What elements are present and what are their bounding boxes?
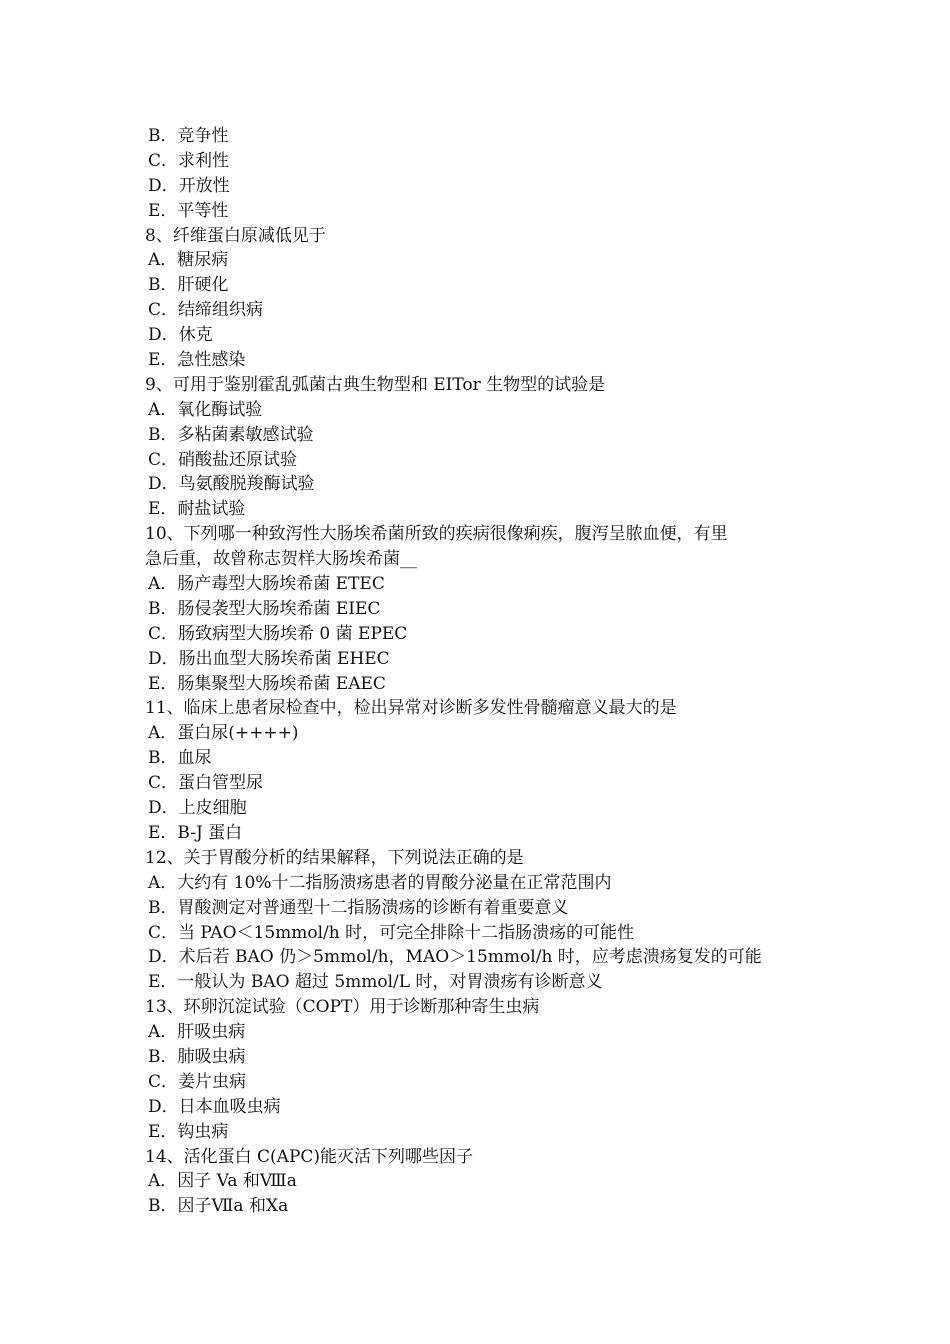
question-text: 9、可用于鉴别霍乱弧菌古典生物型和 EITor 生物型的试验是 (145, 374, 606, 395)
answer-option: D．开放性 (148, 175, 230, 196)
answer-option: A．糖尿病 (148, 250, 229, 271)
answer-option: B．多粘菌素敏感试验 (148, 424, 314, 445)
answer-option: B．血尿 (148, 748, 212, 769)
answer-option: B．肝硬化 (148, 275, 229, 296)
answer-option: C．当 PAO＜15mmol/h 时，可完全排除十二指肠溃疡的可能性 (148, 922, 635, 943)
answer-option: C．肠致病型大肠埃希 0 菌 EPEC (148, 623, 408, 644)
answer-option: C．蛋白管型尿 (148, 773, 264, 794)
answer-option: D．肠出血型大肠埃希菌 EHEC (148, 648, 390, 669)
question-text: 10、下列哪一种致泻性大肠埃希菌所致的疾病很像痢疾，腹泻呈脓血便，有里 (145, 524, 728, 545)
answer-option: E．钩虫病 (148, 1121, 229, 1142)
answer-option: C．姜片虫病 (148, 1071, 247, 1092)
answer-option: D．休克 (148, 325, 213, 346)
answer-option: E．耐盐试验 (148, 499, 246, 520)
question-text: 急后重，故曾称志贺样大肠埃希菌__ (145, 549, 417, 570)
answer-option: E．一般认为 BAO 超过 5mmol/L 时，对胃溃疡有诊断意义 (148, 972, 603, 993)
answer-option: E．急性感染 (148, 350, 246, 371)
answer-option: D．日本血吸虫病 (148, 1096, 281, 1117)
answer-option: E．平等性 (148, 200, 229, 221)
question-text: 12、关于胃酸分析的结果解释，下列说法正确的是 (145, 847, 524, 868)
answer-option: A．肝吸虫病 (148, 1022, 246, 1043)
answer-option: C．求利性 (148, 150, 230, 171)
question-text: 13、环卵沉淀试验（COPT）用于诊断那种寄生虫病 (145, 997, 540, 1018)
answer-option: E．肠集聚型大肠埃希菌 EAEC (148, 673, 386, 694)
answer-option: C．结缔组织病 (148, 300, 264, 321)
answer-option: B．因子Ⅶa 和Ⅹa (148, 1196, 289, 1217)
question-text: 8、纤维蛋白原减低见于 (145, 225, 326, 246)
answer-option: D．鸟氨酸脱羧酶试验 (148, 474, 315, 495)
answer-option: A．肠产毒型大肠埃希菌 ETEC (148, 574, 385, 595)
answer-option: B．胃酸测定对普通型十二指肠溃疡的诊断有着重要意义 (148, 897, 569, 918)
question-text: 11、临床上患者尿检查中，检出异常对诊断多发性骨髓瘤意义最大的是 (145, 698, 677, 719)
question-text: 14、活化蛋白 C(APC)能灭活下列哪些因子 (145, 1146, 474, 1167)
answer-option: B．肠侵袭型大肠埃希菌 EIEC (148, 598, 381, 619)
answer-option: A．因子 Va 和Ⅷa (148, 1171, 297, 1192)
answer-option: E．B-J 蛋白 (148, 822, 243, 843)
answer-option: B．肺吸虫病 (148, 1046, 246, 1067)
answer-option: D．上皮细胞 (148, 798, 247, 819)
document-body (145, 124, 825, 1219)
answer-option: A．蛋白尿(++++) (148, 723, 299, 744)
answer-option: C．硝酸盐还原试验 (148, 449, 298, 470)
answer-option: A．大约有 10%十二指肠溃疡患者的胃酸分泌量在正常范围内 (148, 872, 612, 893)
answer-option: D．术后若 BAO 仍＞5mmol/h，MAO＞15mmol/h 时，应考虑溃疡复发的可能 (148, 947, 762, 968)
answer-option: B．竞争性 (148, 126, 229, 146)
answer-option: A．氧化酶试验 (148, 399, 263, 420)
